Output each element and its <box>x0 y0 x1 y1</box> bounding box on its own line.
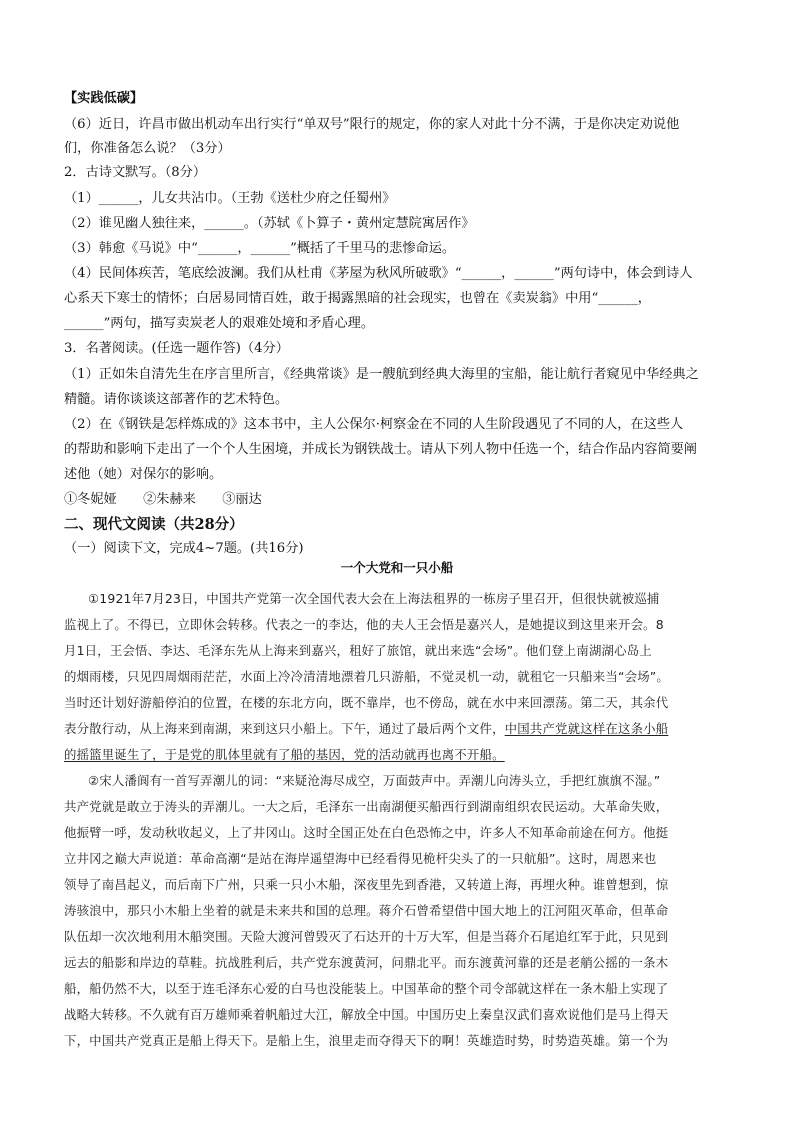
q3-title: 3．名著阅读。(任选一题作答)（4分） <box>64 341 289 356</box>
essay-p2-line8: 远去的船影和岸边的草鞋。抗战胜利后，共产党东渡黄河，问鼎北平。而东渡黄河靠的还是老艄公摇的一条木 <box>64 955 669 970</box>
q3-option1-line2: 精髓。请你谈谈这部著作的艺术特色。 <box>64 392 289 407</box>
essay-p2-line10: 战略大转移。不久就有百万雄师乘着帆船过大江，解放全中国。中国历史上秦皇汉武们喜欢说他们是马上得天 <box>64 1007 669 1022</box>
essay-p1-line6-text: 表分散行动，从上海来到南湖，来到这只小船上。下午，通过了最后两个文件， <box>64 721 505 736</box>
q2-item-4-line1: （4）民间体疾苦，笔底绘波澜。我们从杜甫《茅屋为秋风所破歌》“______，______”两句诗中，体会到诗人 <box>64 266 693 281</box>
q2-item-4-line3: ______”两句，描写卖炭老人的艰难处境和矛盾心理。 <box>64 316 375 331</box>
essay-p1-line2: 监视上了。不得已，立即休会转移。代表之一的李达，他的夫人王会悟是嘉兴人，是她提议到这里来开会。8 <box>64 617 664 632</box>
essay-p2-line1: ②宋人潘阆有一首写弄潮儿的词：“来疑沧海尽成空，万面鼓声中。弄潮儿向涛头立，手把红旗旗不湿。” <box>88 773 661 788</box>
practice-heading: 【实践低碳】 <box>64 91 144 106</box>
q2-title: 2．古诗文默写。（8分） <box>64 165 207 180</box>
essay-p2-line11: 下，中国共产党真正是船上得天下。是船上生，浪里走而夺得天下的啊！英雄造时势，时势造英雄。第一个为 <box>64 1033 669 1048</box>
essay-p1-line6 <box>64 720 732 738</box>
essay-p2-line2: 共产党就是敢立于涛头的弄潮儿。一大之后，毛泽东一出南湖便买船西行到湖南组织农民运动。大革命失败， <box>64 799 669 814</box>
q2-item-3: （3）韩愈《马说》中“______，______”概括了千里马的悲惨命运。 <box>64 241 456 256</box>
q2-item-1: （1）______，儿女共沾巾。（王勃《送杜少府之任蜀州》 <box>64 191 396 206</box>
q3-option2-line3: 述他（她）对保尔的影响。 <box>64 467 223 482</box>
essay-p2-line9: 船，船仍然不大，以至于连毛泽东心爱的白马也没能装上。中国革命的整个司令部就这样在一条木船上实现了 <box>64 981 669 996</box>
essay-p2-line6: 涛骇浪中，那只小木船上坐着的就是未来共和国的总理。蒋介石曾希望借中国大地上的江河阻灭革命，但革命 <box>64 903 669 918</box>
essay-p1-line4: 的烟雨楼，只见四周烟雨茫茫，水面上冷冷清清地漂着几只游船，不觉灵机一动，就租它一只船来当“会场”。 <box>64 669 669 684</box>
essay-p1-line1: ①1921年7月23日，中国共产党第一次全国代表大会在上海法租界的一栋房子里召开，但很快就被巡捕 <box>88 591 660 606</box>
q6-text-line1: （6）近日，许昌市做出机动车出行实行“单双号”限行的规定，你的家人对此十分不满，于是你决定劝说他 <box>64 117 680 132</box>
q3-option2-line2: 的帮助和影响下走出了一个个人生困境，并成长为钢铁战士。请从下列人物中任选一个，结合作品内容简要阐 <box>64 442 697 457</box>
q3-character-options: ①冬妮娅 ②朱赫来 ③丽达 <box>64 492 262 507</box>
essay-p2-line3: 他振臂一呼，发动秋收起义，上了井冈山。这时全国正处在白色恐怖之中，许多人不知革命前途在何方。他挺 <box>64 825 669 840</box>
essay-p1-line5: 当时还计划好游船停泊的位置，在楼的东北方向，既不靠岸，也不傍岛，就在水中来回漂荡。第二天，其余代 <box>64 695 669 710</box>
q6-text-line2: 们，你准备怎么说？（3分） <box>64 141 231 156</box>
q2-item-4-line2: 心系天下寒士的情怀；白居易同情百姓，敢于揭露黑暗的社会现实，也曾在《卖炭翁》中用“______， <box>64 291 651 306</box>
q2-item-2: （2）谁见幽人独往来，______。（苏轼《卜算子・黄州定慧院寓居作》 <box>64 216 475 231</box>
essay-underlined-sentence-part2: 的摇篮里诞生了，于是党的肌体里就有了船的基因，党的活动就再也离不开船。 <box>64 747 505 762</box>
essay-underlined-sentence-part1: 中国共产党就这样在这条小船 <box>504 721 669 736</box>
essay-p2-line7: 队伍却一次次地利用木船突围。天险大渡河曾毁灭了石达开的十万大军，但是当蒋介石尾追红军于此，只见到 <box>64 929 669 944</box>
essay-title: 一个大党和一只小船 <box>340 560 454 575</box>
section2-subtitle: （一）阅读下文，完成4~7题。(共16分) <box>64 541 304 556</box>
q3-option2-line1: （2）在《钢铁是怎样炼成的》这本书中，主人公保尔·柯察金在不同的人生阶段遇见了不同的人，在这些人 <box>64 417 684 432</box>
section2-title: 二、现代文阅读（共28分） <box>64 516 244 533</box>
essay-p2-line5: 领导了南昌起义，而后南下广州，只乘一只小木船，深夜里先到香港，又转道上海，再埋火种。谁曾想到，惊 <box>64 877 669 892</box>
essay-p2-line4: 立井冈之巅大声说道：革命高潮“是站在海岸遥望海中已经看得见桅杆尖头了的一只航船”。这时，周恩来也 <box>64 851 657 866</box>
q3-option1-line1: （1）正如朱自清先生在序言里所言，《经典常谈》是一艘航到经典大海里的宝船，能让航行者窥见中华经典之 <box>64 367 699 382</box>
essay-p1-line3: 月1日，王会悟、李达、毛泽东先从上海来到嘉兴，租好了旅馆，就出来选“会场”。他们登上南湖湖心岛上 <box>64 643 652 658</box>
